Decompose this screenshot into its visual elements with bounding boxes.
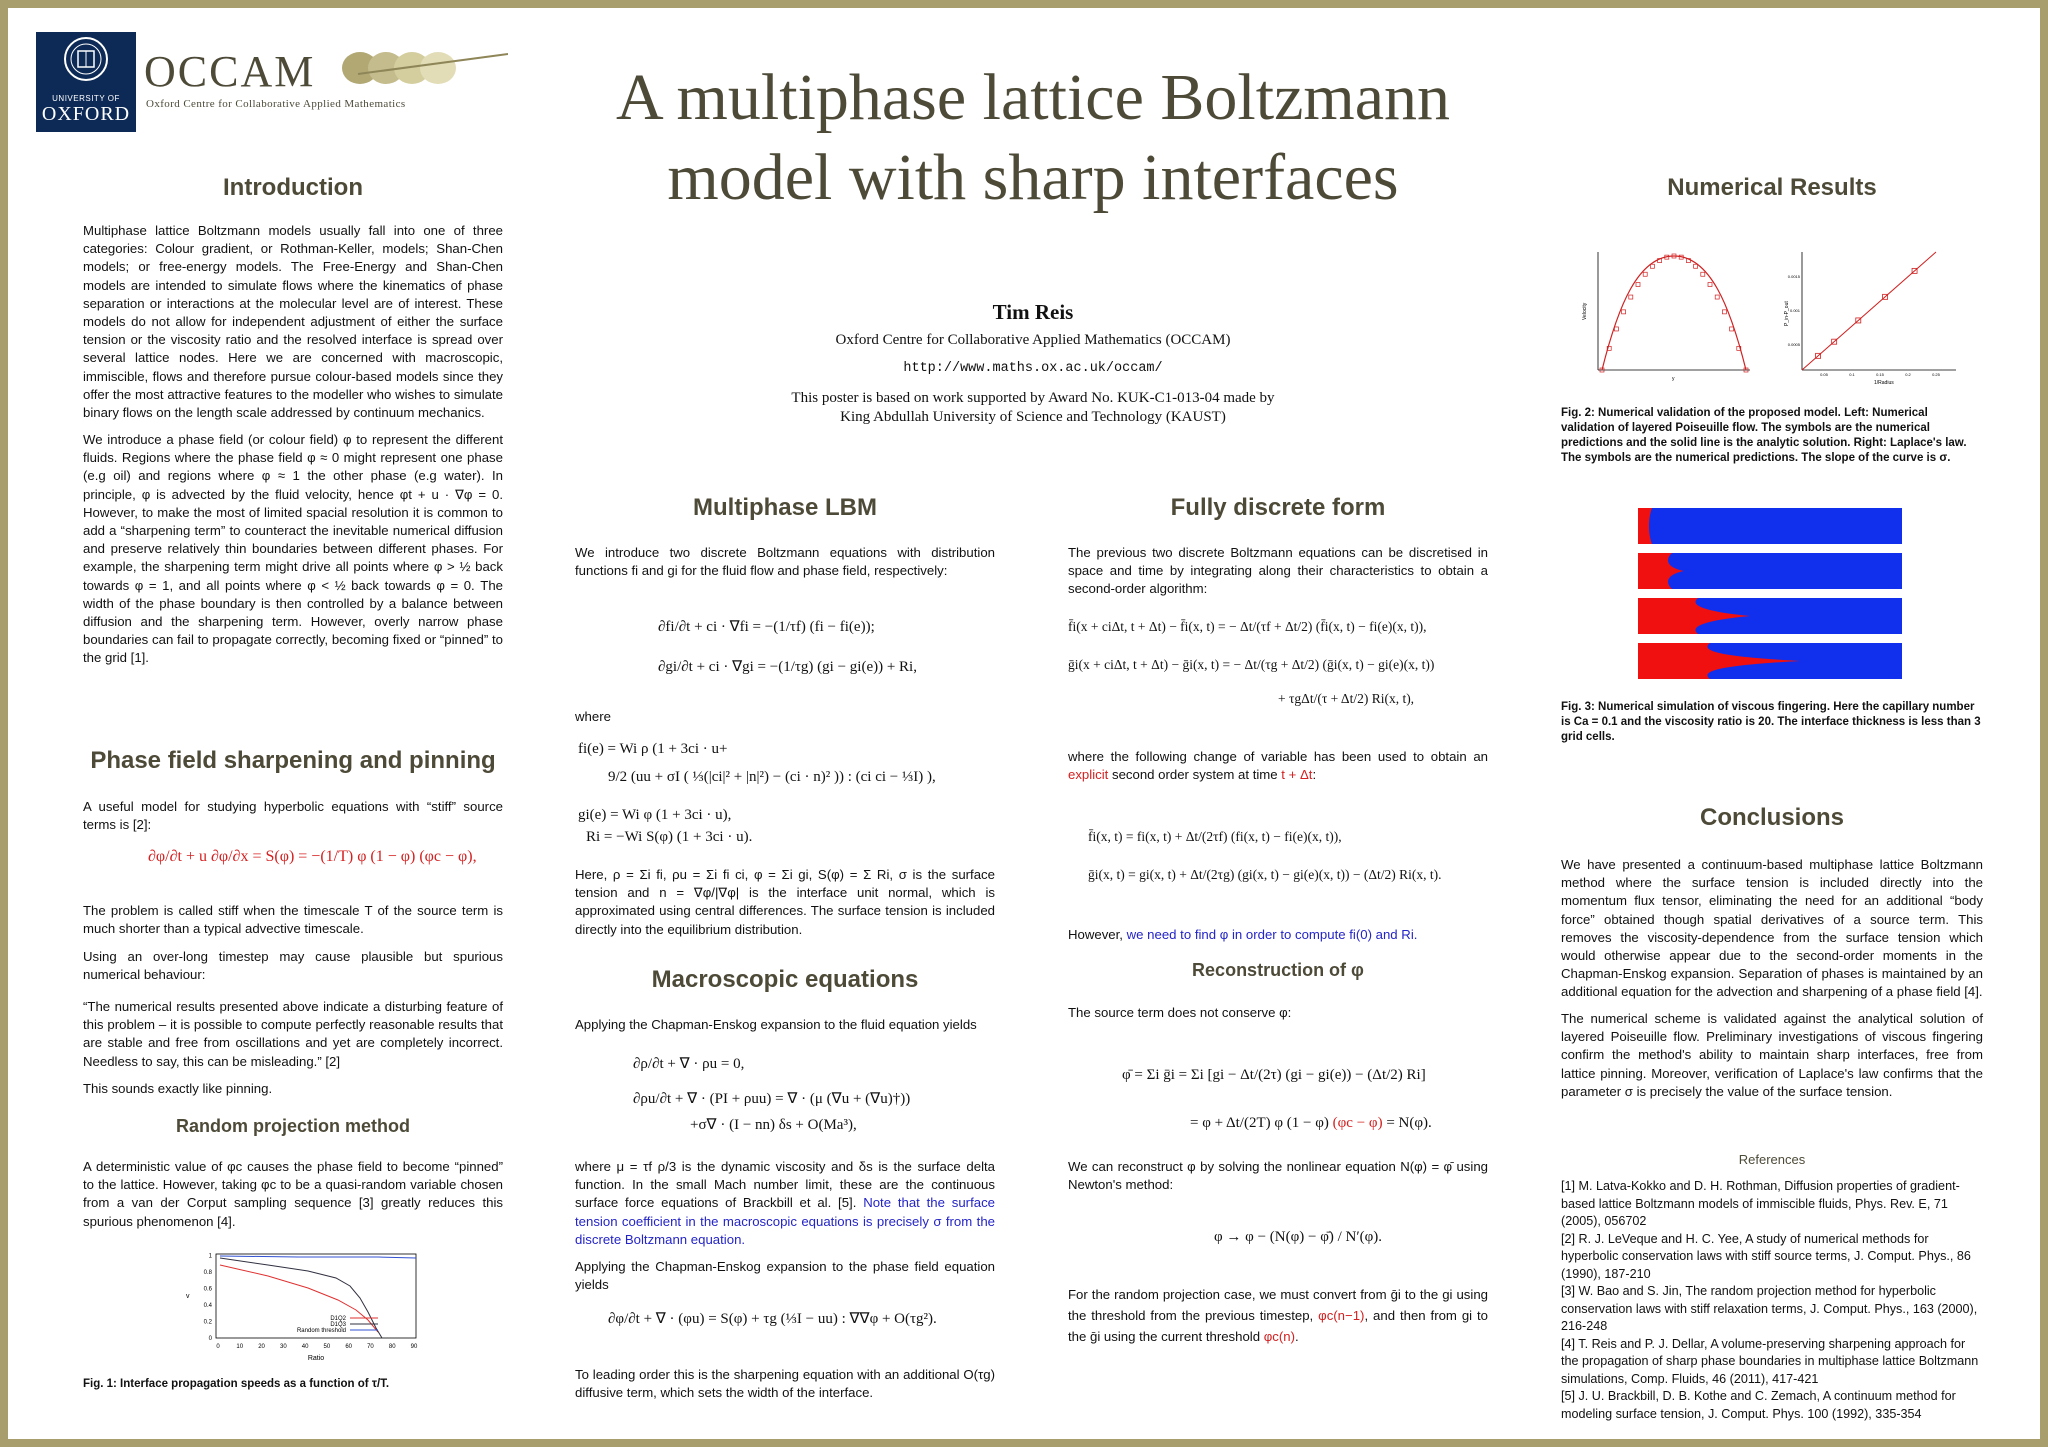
time-step-expression: t + Δt	[1281, 767, 1313, 783]
boltzmann-g-equation: ∂gi/∂t + ci · ∇gi = −(1/τg) (gi − gi(e)) + Ri,	[658, 659, 917, 675]
fig1-xtick-label: 70	[367, 1344, 374, 1350]
fig2-right-ylabel: P_in-P_out	[1784, 301, 1790, 326]
multiphase-paragraph-2: Here, ρ = Σi fi, ρu = Σi fi ci, φ = Σi gi, S(φ) = Σ Ri, σ is the surface tension and n = ∇φ/|∇φ| is the interface unit normal, which is approximated using central differences. The surface tension is included directly into the equilibrium distribution.	[575, 867, 995, 937]
series-d1q3	[220, 1258, 382, 1338]
fig1-xtick-label: 10	[236, 1344, 244, 1350]
poiseuille-data-marker	[1715, 295, 1719, 299]
macroscopic-heading: Macroscopic equations	[651, 966, 919, 993]
multiphase-heading: Multiphase LBM	[693, 494, 877, 521]
fig1-xtick-label: 50	[323, 1344, 331, 1350]
occam-subtitle: Oxford Centre for Collaborative Applied Mathematics	[146, 98, 406, 110]
fig1-legend-label: D1Q2	[330, 1316, 346, 1322]
fig2-poiseuille-plot	[1578, 246, 1758, 386]
fig2-right-xtick-label: 0.1	[1849, 372, 1855, 377]
reconstruction-paragraph-3-middle: , and then from gi to the ḡi using the current threshold	[1068, 1308, 1489, 1344]
boltzmann-f-equation: ∂fi/∂t + ci · ∇fi = −(1/τf) (fi − fi(e));	[658, 619, 875, 635]
random-projection-heading: Random projection method	[176, 1116, 410, 1136]
sharpening-paragraph-3: Using an over-long timestep may cause plausible but spurious numerical behaviour:	[83, 949, 503, 983]
poiseuille-data-marker	[1701, 272, 1705, 276]
multiphase-paragraph-1: We introduce two discrete Boltzmann equations with distribution functions fi and gi for the fluid flow and phase field, respectively:	[575, 545, 995, 579]
poiseuille-data-marker	[1636, 283, 1640, 287]
occam-wordmark: OCCAM	[144, 47, 316, 96]
oxford-label: OXFORD	[41, 103, 131, 125]
change-of-variable-g: ḡi(x, t) = gi(x, t) + Δt/(2τg) (gi(x, t) − gi(e)(x, t)) − (Δt/2) Ri(x, t).	[1088, 867, 1442, 882]
equilibrium-g-equation: gi(e) = Wi φ (1 + 3ci · u),	[578, 807, 732, 823]
sharpening-paragraph-4: This sounds exactly like pinning.	[83, 1081, 273, 1096]
fig1-axes	[216, 1254, 416, 1338]
change-of-variable-f: f̄i(x, t) = fi(x, t) + Δt/(2τf) (fi(x, t) − fi(e)(x, t)),	[1088, 829, 1342, 844]
fig2-right-xtick-label: 0.25	[1932, 372, 1940, 377]
reference-item: [1] M. Latva-Kokko and D. H. Rothman, Diffusion properties of gradient-based lattice Boltzmann models of immiscible fluids, Phys. Rev. E, 71 (2005), 056702	[1561, 1179, 1960, 1228]
macroscopic-paragraph-3: Applying the Chapman-Enskog expansion to the phase field equation yields	[575, 1259, 995, 1293]
university-label: UNIVERSITY OF	[52, 94, 120, 103]
fig2-right-ytick-label: 0.0015	[1787, 274, 1800, 279]
poiseuille-data-marker	[1650, 264, 1654, 268]
phase-field-equation: ∂φ/∂t + ∇ · (φu) = S(φ) + τg (⅓I − uu) : ∇∇φ + O(τg²).	[608, 1311, 937, 1327]
discrete-f-equation: f̄i(x + ciΔt, t + Δt) − f̄i(x, t) = − Δt/(τf + Δt/2) (f̄i(x, t) − fi(e)(x, t)),	[1068, 619, 1427, 634]
macroscopic-paragraph-2-text: where μ = τf ρ/3 is the dynamic viscosity and δs is the surface delta function. In the small Mach number limit, these are the continuous surface force equations of Brackbill et al. [5].	[575, 1159, 995, 1211]
fig1-legend-label: Random threshold	[296, 1328, 346, 1334]
fig2-right-xtick-label: 0.05	[1820, 372, 1828, 377]
fig1-xtick-label: 0	[216, 1344, 220, 1350]
sharpening-heading: Phase field sharpening and pinning	[90, 747, 496, 774]
introduction-heading: Introduction	[223, 174, 363, 201]
threshold-current: φc(n)	[1263, 1329, 1295, 1344]
discrete-paragraph-1: The previous two discrete Boltzmann equations can be discretised in space and time by integrating along their characteristics to obtain a second-order algorithm:	[1068, 545, 1488, 597]
fig1-xtick-label: 90	[410, 1344, 418, 1350]
fig1-ylabel: v	[186, 1293, 190, 1300]
fig1-legend-label: D1Q3	[330, 1322, 346, 1328]
fig1-ytick-label: 0.8	[203, 1270, 212, 1277]
fig2-right-ytick-label: 0.0005	[1787, 342, 1800, 347]
fig3-caption: Fig. 3: Numerical simulation of viscous fingering. Here the capillary number is Ca = 0.1 and the viscosity ratio is 20. The interface thickness is less than 3 grid cells.	[1561, 701, 1981, 743]
reconstruction-paragraph-3	[1068, 1284, 1488, 1347]
introduction-paragraph-1: Multiphase lattice Boltzmann models usually fall into one of three categories: Colour gradient, or Rothman-Keller, models; Shan-Chen models; or free-energy models. The Free-Energy and Shan-Chen models are intended to simulate flows where the kinematics of phase separation or interactions at the molecular level are of interest. These models do not allow for independent adjustment of either the surface tension or the viscosity ratio and the resolved interface is spread over several lattice nodes. Here we are concerned with macroscopic, immiscible, flows and therefore pursue colour-based models since they offer the most attractive features to the modeller who wishes to simulate binary flows on the length scale addressed by continuum mechanics.	[83, 223, 503, 421]
fig2-right-xtick-label: 0.2	[1905, 372, 1911, 377]
conclusions-heading: Conclusions	[1699, 804, 1844, 831]
discrete-g-continued: + τgΔt/(τ + Δt/2) Ri(x, t),	[1278, 691, 1415, 706]
author-name: Tim Reis	[992, 300, 1074, 324]
fig1-ytick-label: 1	[208, 1253, 212, 1260]
fig3-viscous-fingering	[1638, 508, 1902, 680]
laplace-fit-line	[1802, 252, 1936, 370]
reconstruction-paragraph-3-end: .	[1295, 1329, 1299, 1344]
fig1-ytick-label: 0.6	[203, 1286, 212, 1293]
reference-item: [2] R. J. LeVeque and H. C. Yee, A study of numerical methods for hyperbolic conservation laws with stiff source terms, J. Comput. Phys., 86 (1990), 187-210	[1561, 1231, 1971, 1281]
reference-item: [4] T. Reis and P. J. Dellar, A volume-preserving sharpening approach for the propagation of sharp phase boundaries in multiphase lattice Boltzmann simulations, Comp. Fluids, 46 (2011), 417-421	[1561, 1336, 1979, 1386]
reconstruction-paragraph-1: The source term does not conserve φ:	[1068, 1005, 1292, 1020]
reference-item: [5] J. U. Brackbill, D. B. Kothe and C. Zemach, A continuum method for modeling surface tension, J. Comput. Phys. 100 (1992), 335-354	[1561, 1389, 1956, 1421]
macroscopic-paragraph-1: Applying the Chapman-Enskog expansion to the fluid equation yields	[575, 1017, 977, 1032]
newton-iteration-equation: φ → φ − (N(φ) − φ̄) / N′(φ).	[1214, 1229, 1383, 1245]
fig2-caption: Fig. 2: Numerical validation of the proposed model. Left: Numerical validation of layered Poiseuille flow. The symbols are the numerical predictions and the solid line is the analytic solution. Right: Laplace's law. The symbols are the numerical predictions. The slope of the curve is σ.	[1561, 407, 1967, 464]
surface-tension-note: Note that the surface tension coefficient in the macroscopic equations is precisely σ from the discrete Boltzmann equation.	[575, 1195, 995, 1247]
series-random-threshold	[220, 1256, 416, 1258]
sharpening-paragraph-1: A useful model for studying hyperbolic equations with “stiff” source terms is [2]:	[83, 799, 503, 833]
phi-bar-result-end: = N(φ).	[1382, 1115, 1432, 1131]
reconstruction-paragraph-3-start: For the random projection case, we must convert from ḡi to the gi using the threshold from the previous timestep,	[1068, 1287, 1488, 1323]
poster-title: A multiphase lattice Boltzmann model with sharp interfaces	[616, 61, 1450, 214]
reference-item: [3] W. Bao and S. Jin, The random projection method for hyperbolic conservation laws with stiff relaxation terms, J. Comput. Phys., 163 (2000), 216-248	[1561, 1284, 1978, 1333]
find-phi-note: we need to find φ in order to compute fi(0) and Ri.	[1126, 927, 1418, 942]
fig2-laplace-plot	[1784, 246, 1964, 386]
fig1-xlabel: Ratio	[307, 1355, 325, 1362]
phi-bar-result-text: = φ + Δt/(2T) φ (1 − φ)	[1190, 1115, 1333, 1131]
introduction-paragraph-2: We introduce a phase field (or colour field) φ to represent the different fluids. Regions where the phase field φ ≈ 0 might represent one phase (e.g oil) and regions where φ ≈ 1 the other phase (e.g water). In principle, φ is advected by the fluid velocity, hence φt + u · ∇φ = 0. However, to make the most of limited spacial resolution it is common to add a “sharpening term” to counteract the inevitable numerical diffusion and preserve relatively thin boundaries between different phases. For example, the sharpening term might drive all points where φ > ½ back towards φ = 1, and all points where φ < ½ back towards φ = 0. The width of the phase boundary is then controlled by a balance between diffusion and the sharpening term. However, overly narrow phase boundaries can fail to propagate correctly, becoming fixed or “pinned” to the grid [1].	[83, 432, 503, 666]
discrete-paragraph-2-middle: second order system at time	[1108, 767, 1282, 783]
analytic-solution-curve	[1602, 256, 1746, 370]
fig1-ytick-label: 0.2	[203, 1319, 212, 1326]
sharpening-quote: “The numerical results presented above indicate a disturbing feature of this problem – it is possible to compute perfectly reasonable results that are stable and free from oscillations and yet are completely incorrect. Needless to say, this can be misleading.” [2]	[83, 999, 503, 1069]
author-affiliation: Oxford Centre for Collaborative Applied Mathematics (OCCAM)	[835, 332, 1231, 348]
continuity-equation: ∂ρ/∂t + ∇ · ρu = 0,	[633, 1056, 745, 1072]
poiseuille-data-marker	[1643, 272, 1647, 276]
macroscopic-paragraph-4: To leading order this is the sharpening equation with an additional O(τg) diffusive term, which sets the width of the interface.	[575, 1367, 995, 1401]
occam-ellipses-icon	[338, 48, 508, 88]
equilibrium-f-continued: 9/2 (uu + σI ( ⅓(|ci|² + |n|²) − (ci · n)² )) : (ci ci − ⅓I) ),	[608, 769, 936, 785]
funding-line-2: King Abdullah University of Science and Technology (KAUST)	[840, 409, 1226, 425]
fig2-right-xlabel: 1/Radius	[1874, 380, 1894, 386]
random-projection-paragraph: A deterministic value of φc causes the phase field to become “pinned” to the lattice. However, taking φc to be a quasi-random variable chosen from a van der Corput sampling sequence [3] greatly reduces this spurious phenomenon [4].	[83, 1159, 503, 1229]
discrete-g-equation: ḡi(x + ciΔt, t + Δt) − ḡi(x, t) = − Δt/(τg + Δt/2) (ḡi(x, t) − gi(e)(x, t))	[1068, 657, 1435, 672]
fig2-left-ylabel: Velocity	[1582, 302, 1588, 320]
fig1-xtick-label: 60	[345, 1344, 353, 1350]
author-url: http://www.maths.ox.ac.uk/occam/	[903, 361, 1163, 376]
source-r-equation: Ri = −Wi S(φ) (1 + 3ci · u).	[586, 829, 753, 845]
fig2-right-xtick-label: 0.15	[1876, 372, 1884, 377]
fig1-plot	[178, 1248, 428, 1363]
conclusions-paragraph-2: The numerical scheme is validated against the analytical solution of layered Poiseuille flow. Preliminary investigations of viscous fingering confirm the method's ability to maintain sharp interfaces, free from lattice pinning. Moreover, verification of Laplace's law confirms that the parameter σ is precisely the value of the surface tension.	[1561, 1011, 1983, 1099]
poiseuille-data-marker	[1622, 310, 1626, 314]
explicit-word: explicit	[1068, 767, 1109, 783]
fig1-ytick-label: 0	[208, 1336, 212, 1342]
finger-frame-1	[1638, 508, 1902, 544]
fig1-xtick-label: 20	[258, 1344, 265, 1350]
reconstruction-heading: Reconstruction of φ	[1192, 960, 1364, 980]
discrete-paragraph-2	[1068, 748, 1488, 784]
discrete-paragraph-3	[1068, 926, 1488, 944]
poiseuille-data-marker	[1694, 264, 1698, 268]
reconstruction-paragraph-2: We can reconstruct φ by solving the nonlinear equation N(φ) = φ̄ using Newton's method:	[1068, 1159, 1488, 1193]
momentum-equation-continued: +σ∇ · (I − nn) δs + O(Ma³),	[690, 1117, 857, 1133]
discrete-paragraph-3-text: However,	[1068, 927, 1127, 942]
phi-bar-sum-equation: φ̄ = Σi ḡi = Σi [gi − Δt/(2τ) (gi − gi(e)) − (Δt/2) Ri]	[1122, 1067, 1426, 1083]
funding-line-1: This poster is based on work supported by Award No. KUK-C1-013-04 made by	[791, 390, 1275, 406]
results-heading: Numerical Results	[1667, 174, 1877, 201]
poiseuille-data-marker	[1614, 327, 1618, 331]
threshold-previous: φc(n−1)	[1318, 1308, 1365, 1323]
references-heading: References	[1738, 1152, 1806, 1167]
poiseuille-data-marker	[1708, 283, 1712, 287]
discrete-heading: Fully discrete form	[1170, 494, 1386, 521]
oxford-crest-icon	[63, 36, 109, 84]
poiseuille-data-marker	[1629, 295, 1633, 299]
fig1-caption: Fig. 1: Interface propagation speeds as a function of τ/T.	[83, 1378, 390, 1390]
fig2-right-ytick-label: 0.001	[1789, 308, 1800, 313]
fig1-xtick-label: 80	[388, 1344, 396, 1350]
momentum-equation: ∂ρu/∂t + ∇ · (PI + ρuu) = ∇ · (μ (∇u + (∇u)†))	[633, 1091, 911, 1107]
sharpening-paragraph-2: The problem is called stiff when the timescale T of the source term is much shorter than a typical advective timescale.	[83, 903, 503, 937]
conclusions-paragraph-1: We have presented a continuum-based multiphase lattice Boltzmann method where the surface tension is included directly into the momentum flux tensor, eliminating the need for an additional “body force” obtained though spatial derivatives of a source term. This removes the viscosity-dependence from the surface tension which would otherwise appear due to the second-order moments in the Chapman-Enskog expansion. Separation of phases is maintained by an additional equation for the advection and sharpening of a phase field [4].	[1561, 857, 1983, 1000]
phi-c-term: (φc − φ)	[1332, 1115, 1383, 1131]
multiphase-where: where	[575, 709, 611, 724]
stiff-source-equation: ∂φ/∂t + u ∂φ/∂x = S(φ) = −(1/T) φ (1 − φ) (φc − φ),	[148, 848, 477, 865]
fig1-xtick-label: 30	[279, 1344, 287, 1350]
fig1-xtick-label: 40	[301, 1344, 309, 1350]
poiseuille-data-marker	[1722, 310, 1726, 314]
macroscopic-paragraph-2	[575, 1158, 995, 1249]
fig2-left-xlabel: y	[1672, 376, 1675, 382]
references-list	[1561, 1178, 1983, 1423]
discrete-paragraph-2-end: :	[1312, 767, 1317, 783]
poiseuille-data-marker	[1730, 327, 1734, 331]
equilibrium-f-equation: fi(e) = Wi ρ (1 + 3ci · u+	[578, 741, 728, 757]
oxford-logo	[36, 32, 136, 132]
series-d1q2	[220, 1265, 378, 1332]
phi-bar-result-equation	[1190, 1112, 1432, 1134]
fig1-ytick-label: 0.4	[203, 1303, 212, 1310]
discrete-paragraph-2-text: where the following change of variable has been used to obtain an	[1068, 749, 1488, 764]
